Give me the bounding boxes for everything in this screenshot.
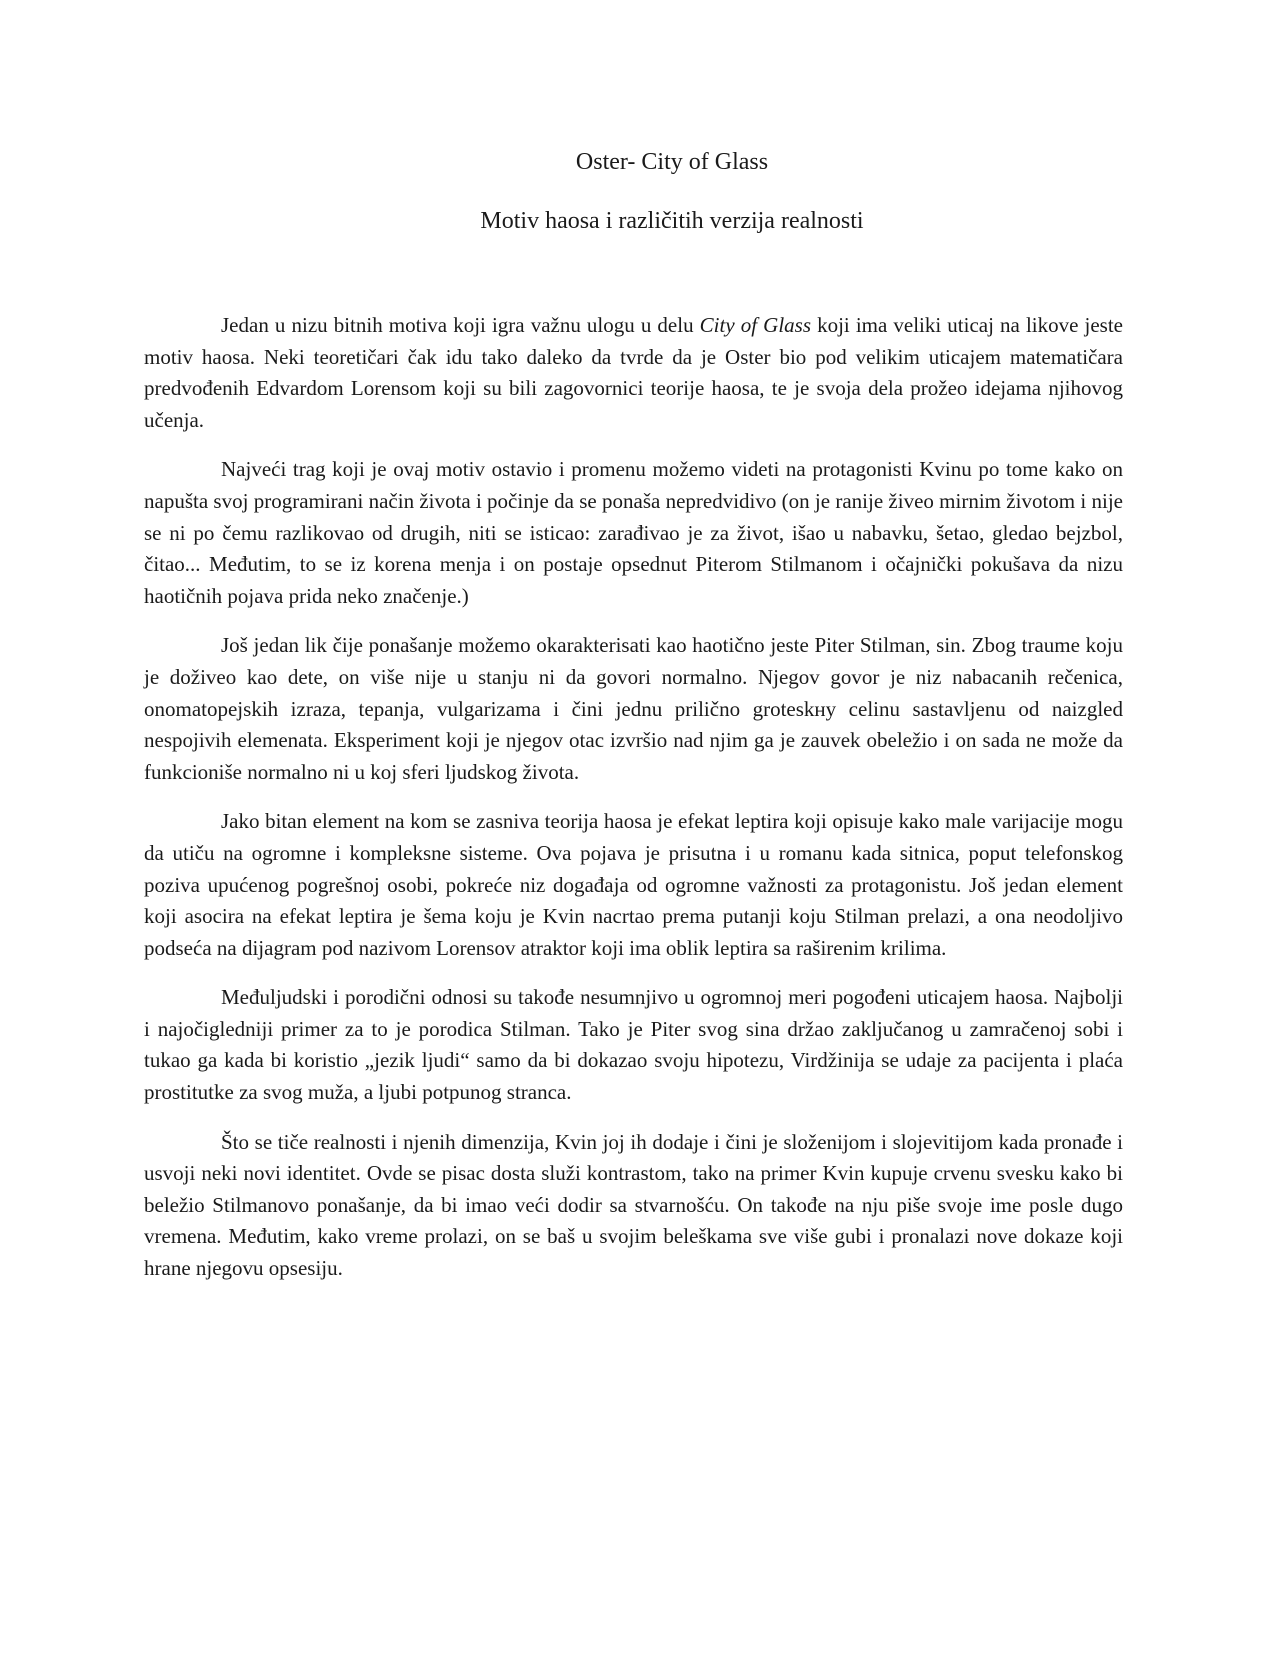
document-body (144, 310, 1123, 1303)
book-title-italic: City of Glass (699, 313, 811, 337)
document-subtitle: Motiv haosa i različitih verzija realnosti (480, 208, 864, 234)
paragraph-1-text-before: Jedan u nizu bitnih motiva koji igra važnu ulogu u delu (221, 313, 700, 337)
paragraph-6: Što se tiče realnosti i njenih dimenzija, Kvin joj ih dodaje i čini je složenijom i slojevitijom kada pronađe i usvoji neki novi identitet. Ovde se pisac dosta služi kontrastom, tako na primer Kvin kupuje crvenu svesku kako bi beležio Stilmanovo ponašanje, da bi imao veći dodir sa stvarnošću. On takođe na nju piše svoje ime posle dugo vremena. Međutim, kako vreme prolazi, on se baš u svojim beleškama sve više gubi i pronalazi nove dokaze koji hrane njegovu opsesiju. (144, 1129, 1123, 1281)
paragraph-4: Jako bitan element na kom se zasniva teorija haosa je efekat leptira koji opisuje kako male varijacije mogu da utiču na ogromne i kompleksne sisteme. Ova pojava je prisutna i u romanu kada sitnica, poput telefonskog poziva upućenog pogrešnoj osobi, pokreće niz događaja od ogromne važnosti za protagonistu. Još jedan element koji asocira na efekat leptira je šema koju je Kvin nacrtao prema putanji koju Stilman prelazi, a ona neodoljivo podseća na dijagram pod nazivom Lorensov atraktor koji ima oblik leptira sa raširenim krilima. (144, 809, 1123, 960)
paragraph-1 (144, 310, 1123, 436)
paragraph-3: Još jedan lik čije ponašanje možemo okarakterisati kao haotično jeste Piter Stilman, sin. Zbog traume koju je doživeo kao dete, on više nije u stanju ni da govori normalno. Njegov govor je niz nabacanih rečenica, onomatopejskih izraza, tepanja, vulgarizama i čini jednu prilično groteskну celinu sastavljenu od naizgled nespojivih elemenata. Eksperiment koji je njegov otac izvršio nad njim ga je zauvek obeležio i on sada ne može da funkcioniše normalno ni u koj sferi ljudskog života. (144, 633, 1123, 784)
paragraph-5: Međuljudski i porodični odnosi su takođe nesumnjivo u ogromnoj meri pogođeni uticajem haosa. Najbolji i najočigledniji primer za to je porodica Stilman. Tako je Piter svog sina držao zaključanog u zamračenoj sobi i tukao ga kada bi koristio „jezik ljudi“ samo da bi dokazao svoju hipotezu, Virdžinija se udaje za pacijenta i plaća prostitutke za svog muža, a ljubi potpunog stranca. (144, 985, 1123, 1105)
paragraph-1-text-after: koji ima veliki uticaj na likove jeste motiv haosa. Neki teoretičari čak idu tako daleko da tvrde da je Oster bio pod velikim uticajem matematičara predvođenih Edvardom Lorensom koji su bili zagovornici teorije haosa, te je svoja dela prožeo idejama njihovog učenja. (144, 313, 1123, 432)
document-title: Oster- City of Glass (575, 149, 769, 175)
paragraph-2: Najveći trag koji je ovaj motiv ostavio i promenu možemo videti na protagonisti Kvinu po tome kako on napušta svoj programirani način života i počinje da se ponaša nepredvidivo (on je ranije živeo mirnim životom i nije se ni po čemu razlikovao od drugih, niti se isticao: zarađivao je za život, išao u nabavku, šetao, gledao bejzbol, čitao... Međutim, to se iz korena menja i on postaje opsednut Piterom Stilmanom i očajnički pokušava da nizu haotičnih pojava prida neko značenje.) (144, 457, 1123, 608)
